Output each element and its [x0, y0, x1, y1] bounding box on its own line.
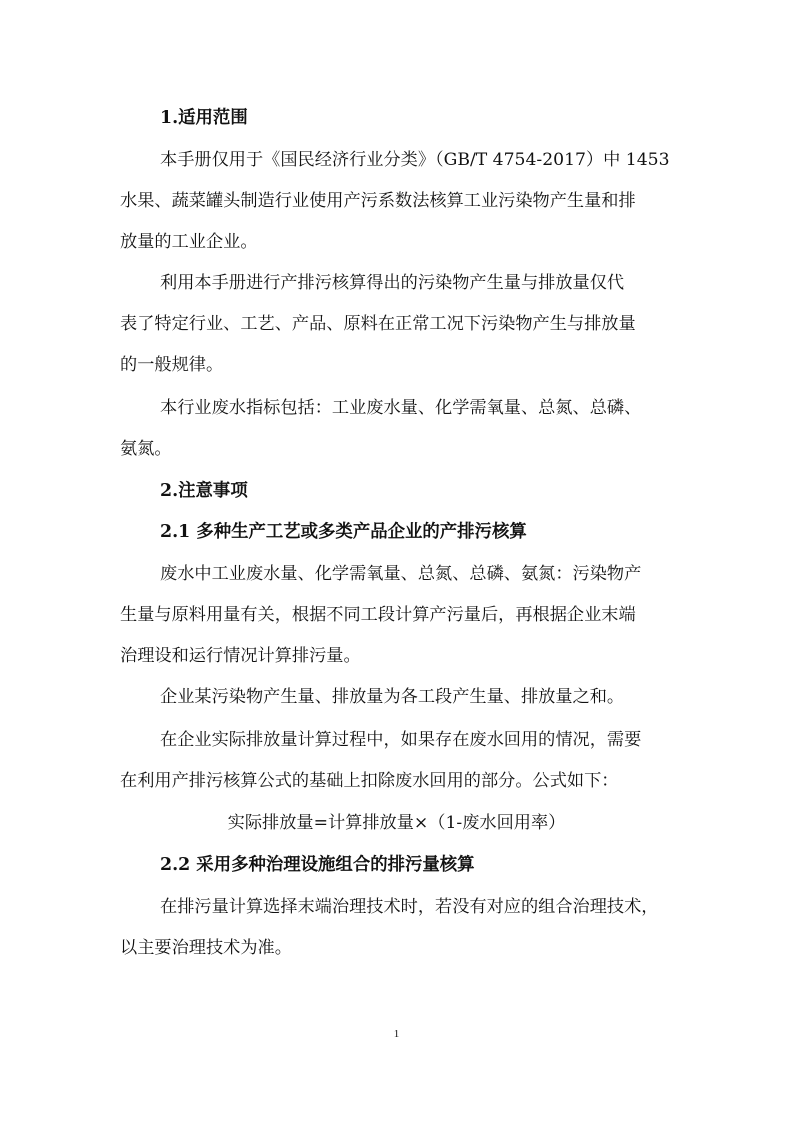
paragraph-line: 生量与原料用量有关，根据不同工段计算产污量后，再根据企业末端 — [120, 605, 636, 625]
paragraph-line: 废水中工业废水量、化学需氧量、总氮、总磷、氨氮：污染物产 — [160, 564, 642, 584]
paragraph-line: 表了特定行业、工艺、产品、原料在正常工况下污染物产生与排放量 — [120, 314, 636, 334]
paragraph-line: 本行业废水指标包括：工业废水量、化学需氧量、总氮、总磷、 — [160, 398, 642, 418]
paragraph-line: 在企业实际排放量计算过程中，如果存在废水回用的情况，需要 — [160, 730, 642, 750]
paragraph-line: 氨氮。 — [120, 439, 172, 459]
paragraph-line: 以主要治理技术为准。 — [120, 938, 292, 958]
paragraph-line: 在利用产排污核算公式的基础上扣除废水回用的部分。公式如下： — [120, 771, 619, 791]
paragraph-line: 治理设和运行情况计算排污量。 — [120, 646, 361, 666]
page-number: 1 — [393, 1028, 400, 1040]
section-2-heading: 2.注意事项 — [160, 481, 248, 501]
formula: 实际排放量=计算排放量×（1-废水回用率） — [227, 813, 566, 833]
paragraph-line: 在排污量计算选择末端治理技术时，若没有对应的组合治理技术， — [160, 897, 659, 917]
section-1-heading: 1.适用范围 — [160, 108, 248, 128]
section-2-1-heading: 2.1 多种生产工艺或多类产品企业的产排污核算 — [160, 522, 527, 542]
paragraph-line: 放量的工业企业。 — [120, 232, 258, 252]
paragraph-line: 利用本手册进行产排污核算得出的污染物产生量与排放量仅代 — [160, 273, 625, 293]
paragraph-line: 企业某污染物产生量、排放量为各工段产生量、排放量之和。 — [160, 687, 625, 707]
section-2-2-heading: 2.2 采用多种治理设施组合的排污量核算 — [160, 855, 475, 875]
paragraph-line: 的一般规律。 — [120, 355, 224, 375]
paragraph-line: 本手册仅用于《国民经济行业分类》（GB/T 4754-2017）中 1453 — [160, 150, 670, 170]
paragraph-line: 水果、蔬菜罐头制造行业使用产污系数法核算工业污染物产生量和排 — [120, 191, 636, 211]
